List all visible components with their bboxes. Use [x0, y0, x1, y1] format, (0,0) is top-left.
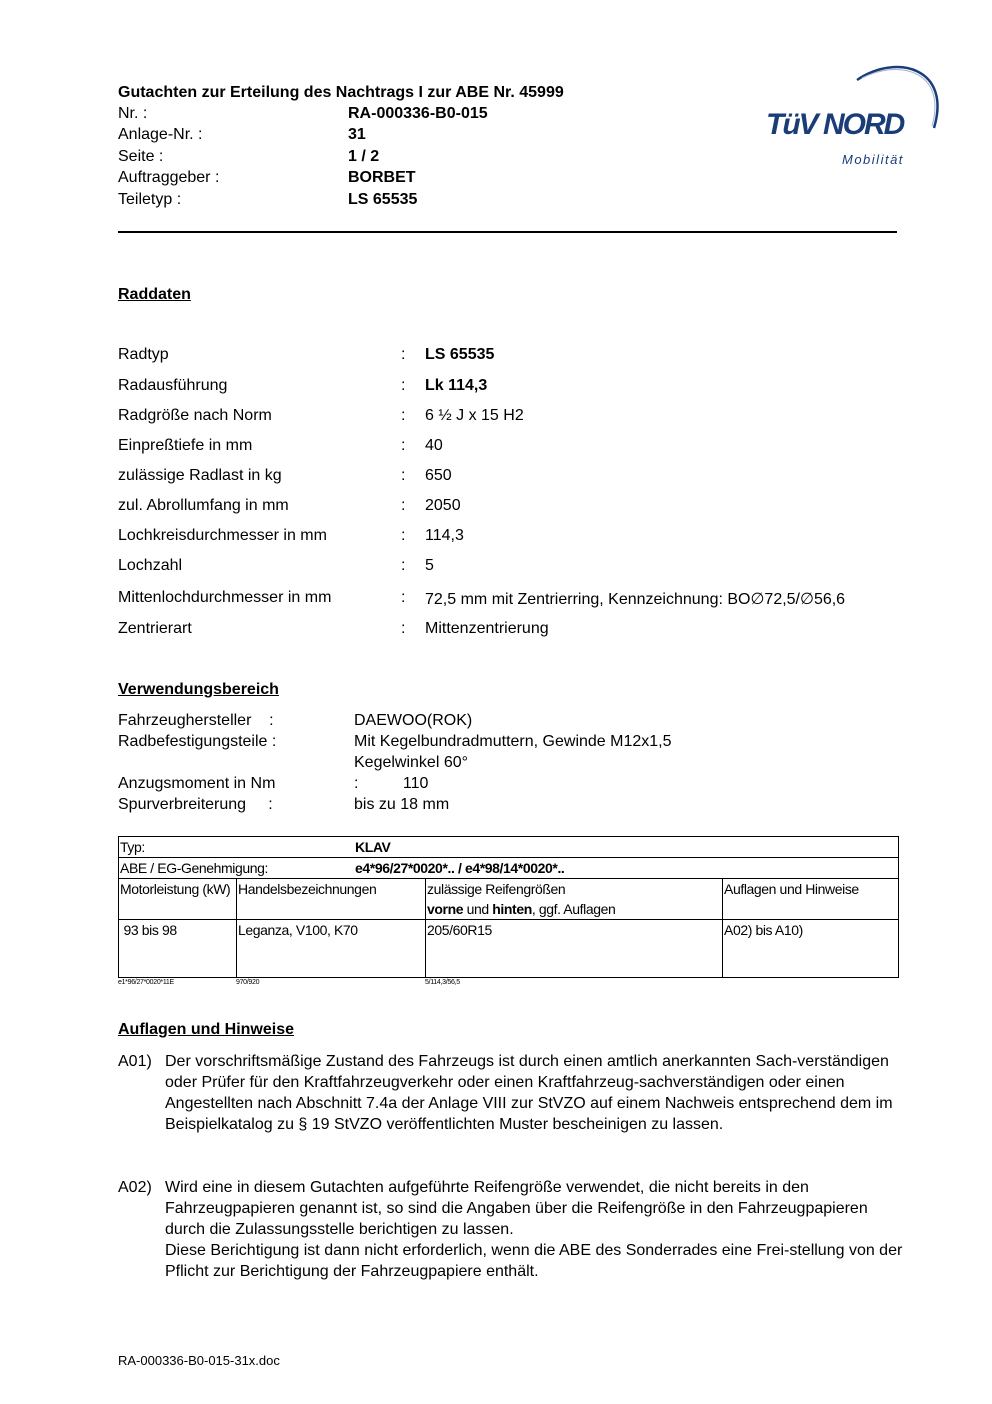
abe-label: ABE / EG-Genehmigung:: [120, 860, 269, 876]
verwendung-row: [118, 733, 898, 753]
header-label: Nr. :: [118, 105, 148, 122]
cell-notes: A02) bis A10): [723, 920, 899, 978]
raddaten-colon: :: [401, 467, 406, 484]
raddaten-colon: :: [401, 377, 406, 394]
typ-value: KLAV: [355, 839, 391, 855]
verwendung-label: Anzugsmoment in Nm: [118, 775, 276, 792]
raddaten-colon: :: [401, 497, 406, 514]
verwendung-label: Spurverbreiterung :: [118, 796, 273, 813]
raddaten-row: [118, 346, 918, 366]
cell-power: 93 bis 98: [119, 920, 237, 978]
header-field-seite: [118, 146, 678, 167]
table-row-typ: [119, 837, 899, 858]
raddaten-colon: :: [401, 527, 406, 544]
auflagen-heading: Auflagen und Hinweise: [118, 1021, 295, 1038]
header-divider: [118, 231, 897, 233]
vehicle-table: [118, 836, 899, 978]
header-field-anlage: [118, 124, 678, 145]
verwendung-value: DAEWOO(ROK): [354, 712, 473, 729]
raddaten-row: [118, 589, 918, 609]
verwendung-row: [118, 775, 898, 795]
abe-value: e4*96/27*0020*.. / e4*98/14*0020*..: [355, 860, 565, 876]
raddaten-row: [118, 437, 918, 457]
column-header-tyres: zulässige Reifengrößen vorne und hinten, ggf. Auflagen: [426, 879, 723, 920]
raddaten-heading: Raddaten: [118, 286, 191, 303]
raddaten-value: 650: [425, 467, 452, 484]
header-label: Teiletyp :: [118, 191, 182, 208]
column-header-notes: Auflagen und Hinweise: [723, 879, 899, 920]
raddaten-label: Zentrierart: [118, 620, 192, 637]
column-header-names: Handelsbezeichnungen: [237, 879, 426, 920]
small-code-wheel: 5/114,3/56,5: [425, 979, 460, 986]
header-value: BORBET: [348, 169, 416, 186]
raddaten-label: Lochkreisdurchmesser in mm: [118, 527, 327, 544]
verwendung-row: [118, 796, 898, 816]
verwendung-value: Mit Kegelbundradmuttern, Gewinde M12x1,5: [354, 733, 672, 750]
raddaten-row: [118, 467, 918, 487]
verwendung-label: Fahrzeughersteller :: [118, 712, 274, 729]
raddaten-value: LS 65535: [425, 346, 495, 363]
column-header-power: Motorleistung (kW): [119, 879, 237, 920]
raddaten-label: zul. Abrollumfang in mm: [118, 497, 289, 514]
note-text: Der vorschriftsmäßige Zustand des Fahrzeugs ist durch einen amtlich anerkannten Sach-verständigen oder Prüfer für den Kraftfahrzeugverkehr oder einen Kraftfahrzeug-sachverständigen oder einen Angestellten nach Abschnitt 7.4a der Anlage VIII zur StVZO auf einem Nachweis entsprechend dem im Beispielkatalog zu § 19 StVZO veröffentlichten Muster bescheinigen zu lassen.: [165, 1053, 893, 1133]
typ-label: Typ:: [120, 839, 145, 855]
raddaten-label: Lochzahl: [118, 557, 183, 574]
raddaten-colon: :: [401, 437, 406, 454]
raddaten-row: [118, 620, 918, 640]
raddaten-row: [118, 557, 918, 577]
footer-filename: RA-000336-B0-015-31x.doc: [118, 1353, 280, 1368]
header-field-auftraggeber: [118, 167, 678, 188]
header-label: Anlage-Nr. :: [118, 126, 203, 143]
raddaten-label: Radtyp: [118, 346, 169, 363]
raddaten-colon: :: [401, 346, 406, 363]
verwendung-row: [118, 754, 898, 774]
tuev-nord-logo: [762, 58, 942, 178]
header-value: RA-000336-B0-015: [348, 105, 488, 122]
raddaten-value: 2050: [425, 497, 461, 514]
small-code-sizes: 970/920: [236, 979, 260, 986]
table-row: [119, 920, 899, 978]
raddaten-row: [118, 527, 918, 547]
note-text: Wird eine in diesem Gutachten aufgeführte Reifengröße verwendet, die nicht bereits in den Fahrzeugpapieren genannt ist, so sind die Angaben über die Reifengröße in den Fahrzeugpapieren durch die Zulassungsstelle berichtigen zu lassen. Diese Berichtigung ist dann nicht erforderlich, wenn die ABE des Sonderrades eine Frei-stellung von der Pflicht zur Berichtigung der Fahrzeugpapiere enthält.: [165, 1179, 903, 1280]
note-id: A02): [118, 1179, 152, 1196]
header-label: Auftraggeber :: [118, 169, 220, 186]
raddaten-row: [118, 407, 918, 427]
raddaten-label: Radausführung: [118, 377, 228, 394]
cell-names: Leganza, V100, K70: [237, 920, 426, 978]
raddaten-row: [118, 377, 918, 397]
raddaten-label: Mittenlochdurchmesser in mm: [118, 589, 332, 606]
raddaten-value: 6 ½ J x 15 H2: [425, 407, 524, 424]
header-value: 1 / 2: [348, 148, 380, 165]
raddaten-value: 114,3: [425, 527, 464, 544]
header-field-teiletyp: [118, 189, 678, 210]
header-field-nr: [118, 103, 678, 124]
header-label: Seite :: [118, 148, 164, 165]
table-row-abe: [119, 858, 899, 879]
raddaten-label: zulässige Radlast in kg: [118, 467, 282, 484]
raddaten-value: 5: [425, 557, 434, 574]
table-header-row: [119, 879, 899, 920]
verwendung-value: Kegelwinkel 60°: [354, 754, 469, 771]
note-id: A01): [118, 1053, 152, 1070]
logo-brand: TüV NORD: [766, 108, 904, 141]
raddaten-value: Mittenzentrierung: [425, 620, 549, 637]
raddaten-value: 40: [425, 437, 443, 454]
raddaten-colon: :: [401, 589, 406, 606]
raddaten-value: Lk 114,3: [425, 377, 488, 394]
verwendung-label: Radbefestigungsteile :: [118, 733, 277, 750]
document-title: Gutachten zur Erteilung des Nachtrags I zur ABE Nr. 45999: [118, 84, 564, 101]
verwendung-value: bis zu 18 mm: [354, 796, 450, 813]
raddaten-colon: :: [401, 620, 406, 637]
raddaten-label: Radgröße nach Norm: [118, 407, 272, 424]
raddaten-colon: :: [401, 407, 406, 424]
header-value: LS 65535: [348, 191, 418, 208]
raddaten-colon: :: [401, 557, 406, 574]
verwendung-row: [118, 712, 898, 732]
logo-subtitle: Mobilität: [842, 152, 904, 167]
header-value: 31: [348, 126, 366, 143]
cell-tyres: 205/60R15: [426, 920, 723, 978]
raddaten-value: 72,5 mm mit Zentrierring, Kennzeichnung: BO∅72,5/∅56,6: [425, 591, 846, 608]
raddaten-label: Einpreßtiefe in mm: [118, 437, 253, 454]
verwendung-heading: Verwendungsbereich: [118, 681, 279, 698]
small-code-approval: e1*96/27*0020*11E: [118, 979, 174, 986]
raddaten-row: [118, 497, 918, 517]
verwendung-value: : 110: [354, 775, 429, 792]
